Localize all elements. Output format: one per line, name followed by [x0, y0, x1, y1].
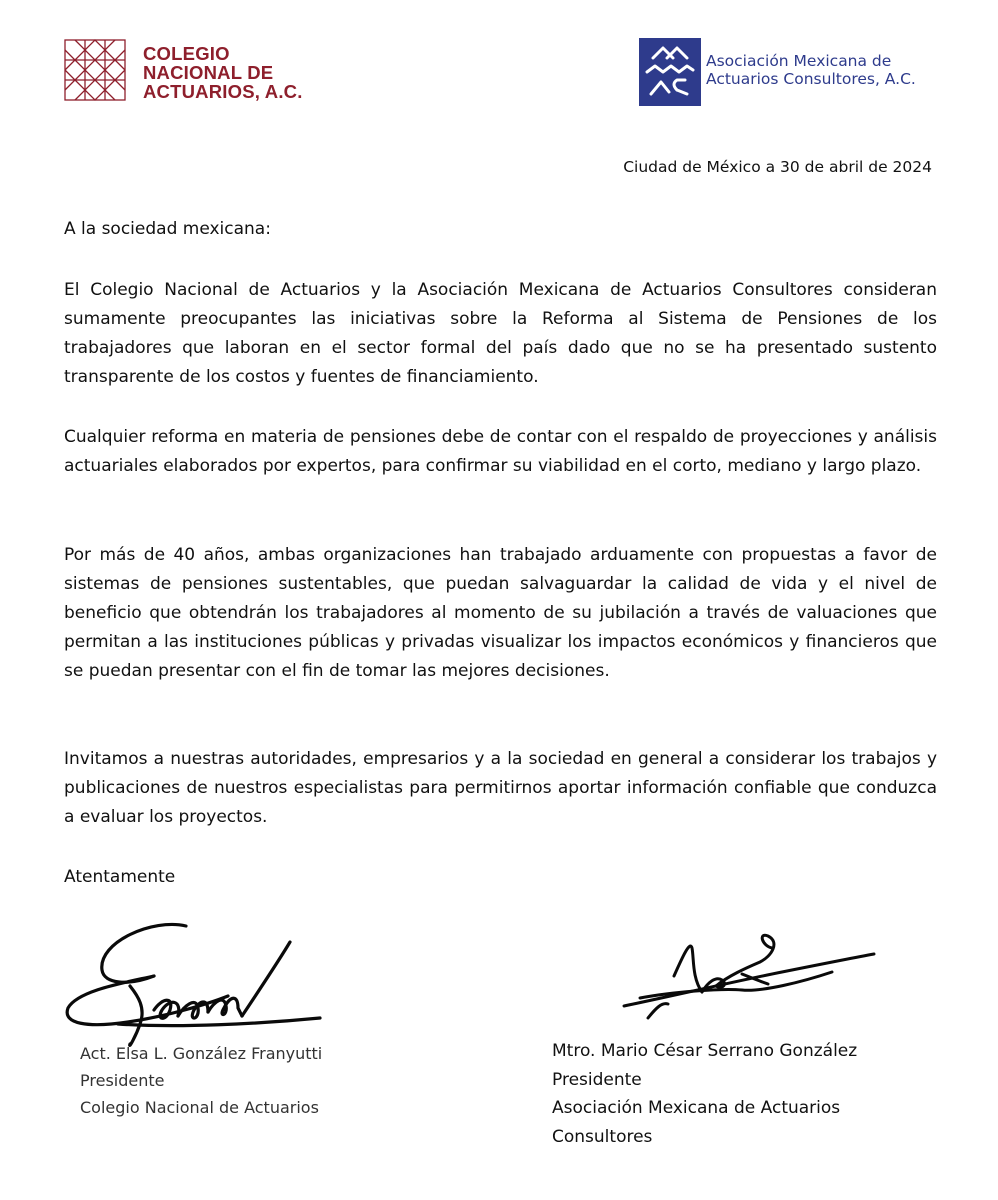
signatory-right-title: Presidente — [552, 1069, 642, 1090]
signatory-left-org: Colegio Nacional de Actuarios — [80, 1098, 319, 1117]
paragraph-4: Invitamos a nuestras autoridades, empresarios y a la sociedad en general a considerar los trabajos y publicaciones de nuestros especialistas para permitirnos aportar información confiable que conduzca a evaluar los proyectos. — [64, 749, 937, 827]
signatory-right-name: Mtro. Mario César Serrano González — [552, 1041, 858, 1061]
signatory-left — [80, 1040, 322, 1121]
signatory-right-org-line-2: Consultores — [552, 1126, 653, 1147]
paragraph-2: Cualquier reforma en materia de pensiones debe de contar con el respaldo de proyecciones y análisis actuariales elaborados por expertos, para confirmar su viabilidad en el corto, mediano y largo plazo. — [64, 427, 937, 476]
colegio-logo-line-3: ACTUARIOS, A.C. — [143, 81, 303, 102]
closing: Atentamente — [64, 867, 176, 887]
colegio-logo-line-1: COLEGIO — [143, 43, 230, 64]
signatory-left-title: Presidente — [80, 1071, 165, 1090]
signature-right — [612, 918, 892, 1036]
amac-logo-icon — [639, 38, 701, 106]
amac-logo-line-1: Asociación Mexicana de — [706, 52, 892, 70]
signatory-right — [552, 1037, 857, 1151]
amac-logo-line-2: Actuarios Consultores, A.C. — [706, 70, 916, 88]
signatory-right-org-line-1: Asociación Mexicana de Actuarios — [552, 1098, 841, 1118]
grid-diamond-logo-icon — [64, 39, 126, 101]
paragraph-3: Por más de 40 años, ambas organizaciones han trabajado arduamente con propuestas a favor de sistemas de pensiones sustentables, que puedan salvaguardar la calidad de vida y el nivel de beneficio que obtendrán los trabajadores al momento de su jubilación a través de valuaciones que permitan a las instituciones públicas y privadas visualizar los impactos económicos y financieros que se puedan presentar con el fin de tomar las mejores decisiones. — [64, 545, 937, 681]
colegio-logo-text — [143, 44, 343, 101]
colegio-logo-line-2: NACIONAL DE — [143, 62, 274, 83]
signatory-left-name: Act. Elsa L. González Franyutti — [80, 1044, 323, 1063]
signature-left — [58, 912, 348, 1052]
paragraph-1: El Colegio Nacional de Actuarios y la Asociación Mexicana de Actuarios Consultores consideran sumamente preocupantes las iniciativas sobre la Reforma al Sistema de Pensiones de los trabajadores que laboran en el sector formal del país dado que no se ha presentado sustento transparente de los costos y fuentes de financiamiento. — [64, 280, 937, 387]
letter-date: Ciudad de México a 30 de abril de 2024 — [623, 158, 932, 176]
amac-logo-text — [706, 52, 996, 88]
salutation: A la sociedad mexicana: — [64, 219, 271, 239]
